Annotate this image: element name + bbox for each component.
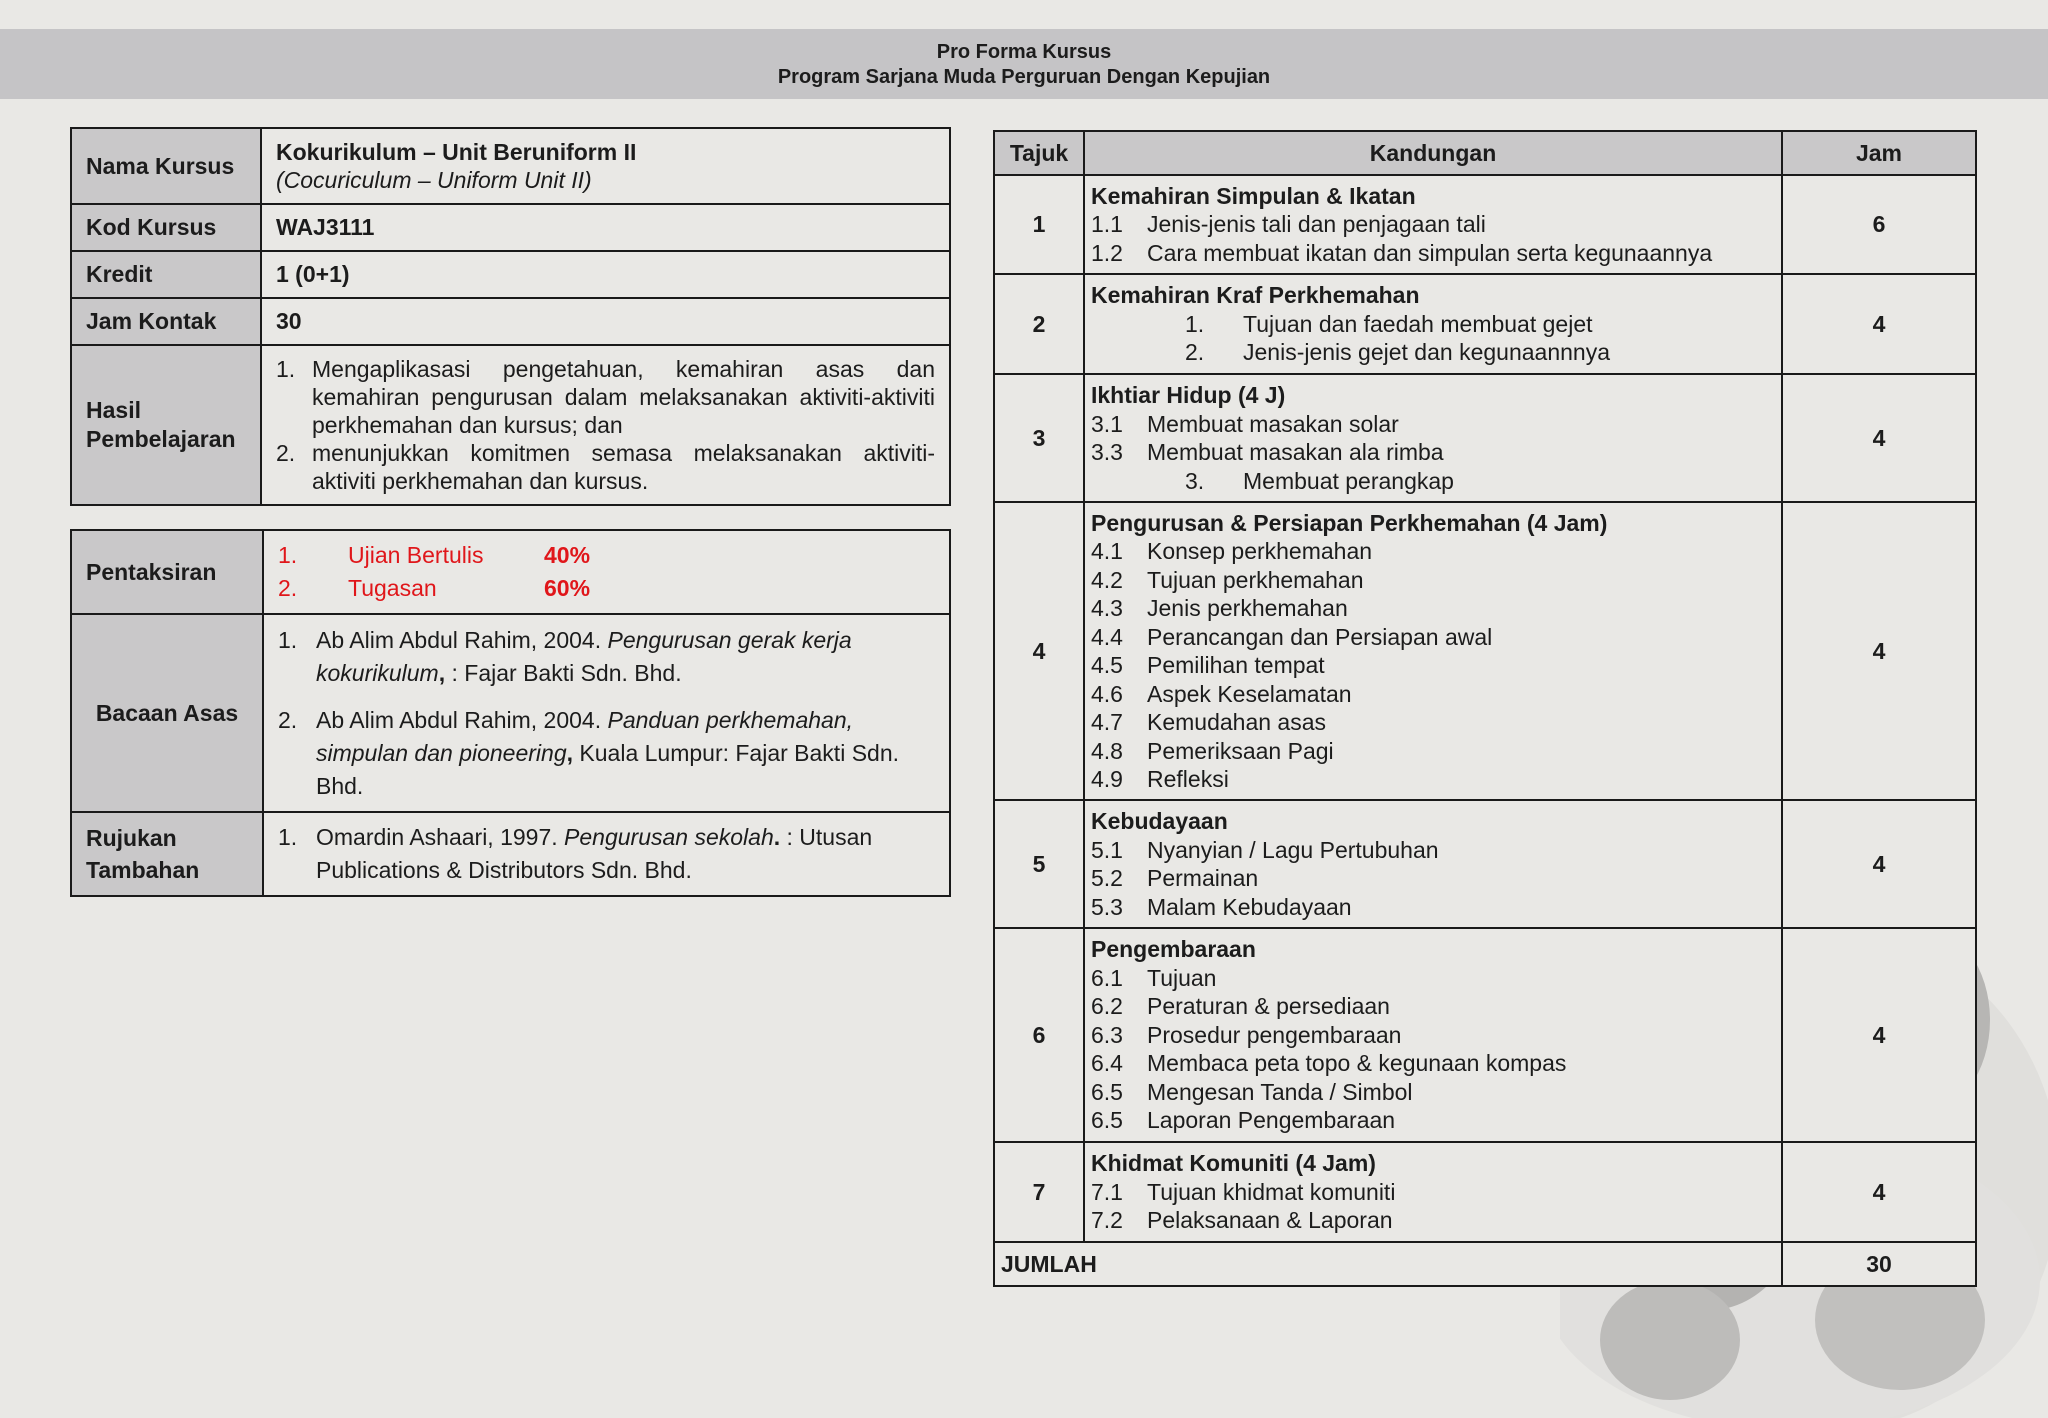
tajuk-cell: 7	[994, 1142, 1084, 1242]
hasil-pembelajaran-label: Hasil Pembelajaran	[71, 345, 261, 505]
table-row	[994, 928, 1976, 1142]
jam-cell: 4	[1782, 502, 1976, 800]
kod-kursus-label: Kod Kursus	[71, 204, 261, 251]
topic-item: 3.1 Membuat masakan solar	[1091, 410, 1399, 437]
list-item: 1. Mengaplikasasi pengetahuan, kemahiran asas dan kemahiran pengurusan dalam melaksanakan aktiviti-aktiviti perkhemahan dan kursus; dan	[276, 356, 935, 438]
topic-item: 6.3 Prosedur pengembaraan	[1091, 1021, 1402, 1048]
list-item: 1. Ab Alim Abdul Rahim, 2004. Pengurusan gerak kerja kokurikulum, : Fajar Bakti Sdn. Bhd.	[278, 626, 852, 686]
course-info-table	[70, 127, 951, 506]
topic-item: 4.5 Pemilihan tempat	[1091, 652, 1325, 678]
kandungan-cell	[1084, 274, 1782, 374]
jam-cell: 6	[1782, 175, 1976, 274]
topic-item: 4.8 Pemeriksaan Pagi	[1091, 737, 1334, 764]
assessment-item: 1. Ujian Bertulis 40%	[278, 542, 591, 568]
bacaan-asas-label: Bacaan Asas	[71, 614, 263, 812]
topic-item: 4.9 Refleksi	[1091, 766, 1229, 792]
topic-title: Pengurusan & Persiapan Perkhemahan (4 Jam)	[1091, 509, 1608, 536]
topic-item: 7.2 Pelaksanaan & Laporan	[1091, 1207, 1393, 1234]
tajuk-cell: 4	[994, 502, 1084, 800]
nama-kursus-value: Kokurikulum – Unit Beruniform II	[276, 139, 637, 165]
header-jam: Jam	[1782, 131, 1976, 175]
topic-title: Kemahiran Simpulan & Ikatan	[1091, 182, 1416, 209]
tajuk-cell: 6	[994, 928, 1084, 1142]
hasil-list	[276, 355, 935, 495]
topic-item: 6.2 Peraturan & persediaan	[1091, 993, 1390, 1020]
list-item: 1. Omardin Ashaari, 1997. Pengurusan sekolah. : Utusan Publications & Distributors Sdn. Bhd.	[278, 824, 873, 883]
total-row	[994, 1242, 1976, 1286]
list-item: 2. Ab Alim Abdul Rahim, 2004. Panduan perkhemahan, simpulan dan pioneering, Kuala Lumpur: Fajar Bakti Sdn. Bhd.	[278, 706, 900, 799]
topic-item: 4.2 Tujuan perkhemahan	[1091, 566, 1364, 593]
header-title: Pro Forma Kursus	[936, 41, 1112, 63]
total-value: 30	[1782, 1242, 1976, 1286]
nama-kursus-label: Nama Kursus	[71, 128, 261, 204]
content-rows	[994, 175, 1976, 1242]
topic-item: 4.7 Kemudahan asas	[1091, 709, 1327, 735]
header-subtitle: Program Sarjana Muda Perguruan Dengan Kepujian	[777, 66, 1271, 88]
topic-item: 6.5 Laporan Pengembaraan	[1091, 1107, 1396, 1134]
topic-item: 6.1 Tujuan	[1091, 964, 1217, 991]
kandungan-cell	[1084, 374, 1782, 502]
topic-item: 1.1 Jenis-jenis tali dan penjagaan tali	[1091, 211, 1486, 238]
table-row	[994, 374, 1976, 502]
topic-item: 7.1 Tujuan khidmat komuniti	[1091, 1178, 1396, 1205]
table-row	[994, 274, 1976, 374]
header-tajuk: Tajuk	[994, 131, 1084, 175]
kredit-value: 1 (0+1)	[261, 251, 950, 298]
topic-item: 2. Jenis-jenis gejet dan kegunaannnya	[1185, 339, 1610, 366]
kandungan-cell	[1084, 800, 1782, 928]
assessment-item: 2. Tugasan 60%	[278, 575, 591, 601]
jam-cell: 4	[1782, 928, 1976, 1142]
rujukan-tambahan-label: Rujukan Tambahan	[71, 812, 263, 896]
kredit-label: Kredit	[71, 251, 261, 298]
table-row	[994, 1142, 1976, 1242]
topic-title: Kemahiran Kraf Perkhemahan	[1091, 282, 1420, 309]
header-kandungan: Kandungan	[1084, 131, 1782, 175]
jam-cell: 4	[1782, 800, 1976, 928]
jam-cell: 4	[1782, 1142, 1976, 1242]
bacaan-list	[278, 624, 935, 803]
topic-item: 1.2 Cara membuat ikatan dan simpulan serta kegunaannya	[1091, 239, 1713, 266]
topic-item: 4.1 Konsep perkhemahan	[1091, 538, 1373, 564]
jam-kontak-value: 30	[261, 298, 950, 345]
topic-item: 4.6 Aspek Keselamatan	[1091, 680, 1352, 707]
nama-kursus-value-en: (Cocuriculum – Uniform Unit II)	[276, 167, 592, 193]
tajuk-cell: 1	[994, 175, 1084, 274]
jam-cell: 4	[1782, 374, 1976, 502]
jam-cell: 4	[1782, 274, 1976, 374]
jam-kontak-label: Jam Kontak	[71, 298, 261, 345]
list-item: 2. menunjukkan komitmen semasa melaksanakan aktiviti-aktiviti perkhemahan dan kursus.	[276, 440, 935, 494]
topic-title: Ikhtiar Hidup (4 J)	[1091, 382, 1286, 408]
pentaksiran-label: Pentaksiran	[71, 530, 263, 614]
total-label: JUMLAH	[994, 1242, 1782, 1286]
table-row	[994, 502, 1976, 800]
table-row	[994, 175, 1976, 274]
topic-item: 6.5 Mengesan Tanda / Simbol	[1091, 1078, 1413, 1105]
table-row	[994, 800, 1976, 928]
topic-title: Khidmat Komuniti (4 Jam)	[1091, 1150, 1376, 1177]
tajuk-cell: 2	[994, 274, 1084, 374]
kod-kursus-value: WAJ3111	[261, 204, 950, 251]
topic-item: 5.1 Nyanyian / Lagu Pertubuhan	[1091, 836, 1439, 863]
tajuk-cell: 5	[994, 800, 1084, 928]
topic-item: 3. Membuat perangkap	[1185, 467, 1454, 494]
topic-item: 6.4 Membaca peta topo & kegunaan kompas	[1091, 1050, 1567, 1077]
topic-item: 4.4 Perancangan dan Persiapan awal	[1091, 623, 1493, 650]
topic-title: Pengembaraan	[1091, 936, 1256, 963]
tajuk-cell: 3	[994, 374, 1084, 502]
topic-item: 5.3 Malam Kebudayaan	[1091, 893, 1352, 920]
topic-item: 1. Tujuan dan faedah membuat gejet	[1185, 310, 1593, 337]
assessment-table	[70, 529, 951, 897]
topic-item: 3.3 Membuat masakan ala rimba	[1091, 439, 1444, 465]
kandungan-cell	[1084, 175, 1782, 274]
rujukan-list	[278, 821, 935, 887]
topic-item: 4.3 Jenis perkhemahan	[1091, 595, 1348, 621]
course-content-table	[993, 130, 1977, 1287]
kandungan-cell	[1084, 928, 1782, 1142]
kandungan-cell	[1084, 1142, 1782, 1242]
topic-item: 5.2 Permainan	[1091, 865, 1259, 891]
header-band	[0, 29, 2048, 99]
kandungan-cell	[1084, 502, 1782, 800]
topic-title: Kebudayaan	[1091, 808, 1228, 834]
